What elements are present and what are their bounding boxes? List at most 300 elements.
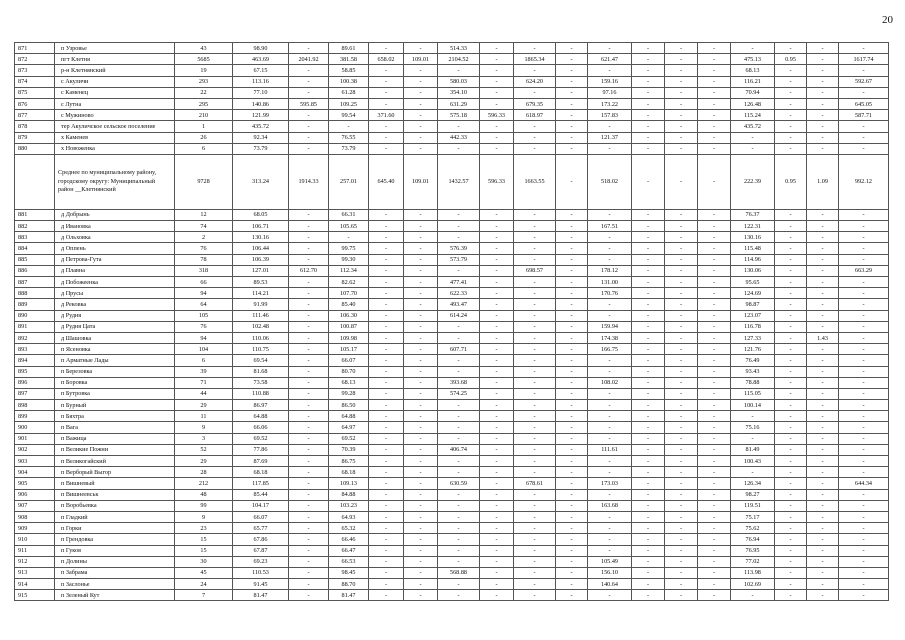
value-cell: -: [289, 433, 329, 444]
value-cell: 94: [175, 332, 233, 343]
value-cell: 173.03: [588, 478, 632, 489]
value-cell: -: [369, 366, 404, 377]
value-cell: -: [665, 456, 698, 467]
value-cell: -: [807, 456, 839, 467]
value-cell: -: [775, 556, 807, 567]
value-cell: -: [665, 98, 698, 109]
settlement-name-cell: п Забрама: [55, 567, 175, 578]
value-cell: 78.88: [731, 377, 775, 388]
settlement-name-cell: д Ивановка: [55, 221, 175, 232]
value-cell: -: [438, 265, 480, 276]
value-cell: -: [404, 523, 438, 534]
value-cell: -: [480, 87, 514, 98]
value-cell: -: [665, 433, 698, 444]
value-cell: 293: [175, 76, 233, 87]
value-cell: 110.06: [233, 332, 289, 343]
value-cell: 624.20: [514, 76, 556, 87]
value-cell: 104: [175, 344, 233, 355]
value-cell: -: [514, 523, 556, 534]
table-row: [15, 277, 889, 288]
value-cell: -: [289, 523, 329, 534]
value-cell: -: [775, 43, 807, 54]
value-cell: 106.30: [329, 310, 369, 321]
value-cell: -: [839, 523, 889, 534]
value-cell: -: [588, 411, 632, 422]
value-cell: 580.03: [438, 76, 480, 87]
value-cell: -: [480, 209, 514, 220]
value-cell: 127.01: [233, 265, 289, 276]
value-cell: 111.46: [233, 310, 289, 321]
value-cell: -: [480, 456, 514, 467]
value-cell: -: [807, 321, 839, 332]
value-cell: -: [480, 310, 514, 321]
value-cell: -: [438, 221, 480, 232]
value-cell: -: [807, 355, 839, 366]
value-cell: -: [289, 444, 329, 455]
value-cell: -: [480, 132, 514, 143]
value-cell: 66.46: [329, 534, 369, 545]
row-number-cell: 881: [15, 209, 55, 220]
value-cell: -: [438, 209, 480, 220]
value-cell: -: [807, 534, 839, 545]
value-cell: 67.15: [233, 65, 289, 76]
value-cell: -: [698, 400, 731, 411]
value-cell: -: [404, 388, 438, 399]
value-cell: -: [480, 590, 514, 601]
value-cell: 109.98: [329, 332, 369, 343]
value-cell: 24: [175, 579, 233, 590]
settlement-name-cell: д Прусы: [55, 288, 175, 299]
value-cell: -: [698, 556, 731, 567]
value-cell: -: [514, 433, 556, 444]
value-cell: -: [775, 433, 807, 444]
value-cell: 76.94: [731, 534, 775, 545]
value-cell: -: [632, 534, 665, 545]
value-cell: -: [404, 87, 438, 98]
value-cell: 116.21: [731, 76, 775, 87]
value-cell: 113.98: [731, 567, 775, 578]
value-cell: 123.07: [731, 310, 775, 321]
value-cell: -: [839, 511, 889, 522]
table-row: [15, 209, 889, 220]
value-cell: -: [289, 366, 329, 377]
value-cell: -: [839, 556, 889, 567]
value-cell: 140.86: [233, 98, 289, 109]
value-cell: -: [514, 243, 556, 254]
value-cell: -: [665, 444, 698, 455]
value-cell: -: [514, 132, 556, 143]
value-cell: -: [775, 76, 807, 87]
table-row: [15, 332, 889, 343]
value-cell: 678.61: [514, 478, 556, 489]
value-cell: -: [438, 456, 480, 467]
value-cell: -: [665, 209, 698, 220]
row-number-cell: 902: [15, 444, 55, 455]
value-cell: -: [775, 254, 807, 265]
value-cell: -: [369, 511, 404, 522]
value-cell: -: [839, 65, 889, 76]
value-cell: -: [438, 143, 480, 154]
value-cell: -: [289, 321, 329, 332]
table-row: [15, 500, 889, 511]
value-cell: -: [369, 467, 404, 478]
value-cell: -: [731, 411, 775, 422]
value-cell: 82.62: [329, 277, 369, 288]
value-cell: 658.02: [369, 54, 404, 65]
value-cell: -: [588, 254, 632, 265]
value-cell: -: [480, 277, 514, 288]
value-cell: 592.67: [839, 76, 889, 87]
value-cell: -: [404, 590, 438, 601]
value-cell: -: [807, 110, 839, 121]
value-cell: 174.38: [588, 332, 632, 343]
value-cell: -: [369, 121, 404, 132]
row-number-cell: [15, 154, 55, 209]
value-cell: -: [556, 556, 588, 567]
value-cell: -: [514, 254, 556, 265]
value-cell: 74: [175, 221, 233, 232]
row-number-cell: 877: [15, 110, 55, 121]
value-cell: -: [588, 355, 632, 366]
value-cell: -: [404, 545, 438, 556]
table-row: [15, 400, 889, 411]
value-cell: -: [289, 411, 329, 422]
value-cell: -: [480, 422, 514, 433]
value-cell: -: [514, 65, 556, 76]
value-cell: 140.64: [588, 579, 632, 590]
value-cell: -: [289, 209, 329, 220]
settlement-name-cell: п Заслонье: [55, 579, 175, 590]
value-cell: -: [369, 534, 404, 545]
value-cell: -: [588, 433, 632, 444]
value-cell: 66.31: [329, 209, 369, 220]
value-cell: -: [632, 433, 665, 444]
value-cell: 58.85: [329, 65, 369, 76]
value-cell: -: [807, 511, 839, 522]
value-cell: -: [369, 523, 404, 534]
value-cell: -: [775, 523, 807, 534]
value-cell: -: [807, 388, 839, 399]
value-cell: -: [438, 411, 480, 422]
value-cell: 114.96: [731, 254, 775, 265]
value-cell: -: [698, 422, 731, 433]
value-cell: -: [369, 332, 404, 343]
value-cell: -: [404, 344, 438, 355]
value-cell: -: [514, 288, 556, 299]
value-cell: 618.97: [514, 110, 556, 121]
value-cell: -: [480, 411, 514, 422]
value-cell: 435.72: [731, 121, 775, 132]
value-cell: 2: [175, 232, 233, 243]
value-cell: -: [514, 444, 556, 455]
row-number-cell: 871: [15, 43, 55, 54]
value-cell: -: [588, 456, 632, 467]
value-cell: -: [632, 321, 665, 332]
table-row: [15, 366, 889, 377]
settlement-name-cell: д Оппень: [55, 243, 175, 254]
row-number-cell: 913: [15, 567, 55, 578]
value-cell: 645.40: [369, 154, 404, 209]
value-cell: -: [438, 433, 480, 444]
value-cell: -: [556, 511, 588, 522]
value-cell: 679.35: [514, 98, 556, 109]
value-cell: -: [698, 143, 731, 154]
value-cell: -: [404, 556, 438, 567]
row-number-cell: 893: [15, 344, 55, 355]
value-cell: -: [698, 411, 731, 422]
value-cell: -: [807, 87, 839, 98]
value-cell: -: [289, 534, 329, 545]
value-cell: 81.47: [329, 590, 369, 601]
settlement-name-cell: п Бяхтра: [55, 411, 175, 422]
row-number-cell: 887: [15, 277, 55, 288]
value-cell: 69.23: [233, 556, 289, 567]
settlement-name-cell: х Каменев: [55, 132, 175, 143]
value-cell: -: [588, 209, 632, 220]
value-cell: -: [514, 221, 556, 232]
value-cell: -: [514, 534, 556, 545]
value-cell: -: [698, 265, 731, 276]
value-cell: -: [514, 489, 556, 500]
value-cell: 621.47: [588, 54, 632, 65]
value-cell: -: [480, 265, 514, 276]
value-cell: -: [556, 388, 588, 399]
value-cell: 170.76: [588, 288, 632, 299]
value-cell: -: [588, 232, 632, 243]
value-cell: 68.13: [731, 65, 775, 76]
value-cell: -: [556, 288, 588, 299]
value-cell: -: [556, 154, 588, 209]
value-cell: -: [289, 254, 329, 265]
value-cell: -: [665, 344, 698, 355]
value-cell: 71: [175, 377, 233, 388]
value-cell: -: [775, 321, 807, 332]
value-cell: -: [665, 467, 698, 478]
value-cell: -: [588, 400, 632, 411]
row-number-cell: 880: [15, 143, 55, 154]
settlement-name-cell: п Узровье: [55, 43, 175, 54]
value-cell: -: [698, 254, 731, 265]
value-cell: -: [480, 344, 514, 355]
value-cell: -: [556, 143, 588, 154]
value-cell: -: [698, 76, 731, 87]
value-cell: 518.02: [588, 154, 632, 209]
value-cell: -: [632, 243, 665, 254]
value-cell: 0.95: [775, 154, 807, 209]
value-cell: 1617.74: [839, 54, 889, 65]
summary-row: [15, 154, 889, 209]
value-cell: -: [480, 545, 514, 556]
table-row: [15, 232, 889, 243]
value-cell: -: [556, 467, 588, 478]
value-cell: -: [839, 232, 889, 243]
settlement-name-cell: п Березовка: [55, 366, 175, 377]
value-cell: -: [289, 310, 329, 321]
value-cell: -: [665, 110, 698, 121]
value-cell: -: [632, 288, 665, 299]
value-cell: -: [438, 556, 480, 567]
value-cell: -: [289, 489, 329, 500]
value-cell: -: [289, 277, 329, 288]
value-cell: -: [698, 98, 731, 109]
value-cell: -: [289, 545, 329, 556]
value-cell: 15: [175, 545, 233, 556]
value-cell: -: [369, 489, 404, 500]
table-row: [15, 54, 889, 65]
value-cell: -: [665, 355, 698, 366]
value-cell: -: [665, 590, 698, 601]
value-cell: -: [588, 545, 632, 556]
value-cell: -: [369, 556, 404, 567]
value-cell: 76.49: [731, 355, 775, 366]
value-cell: -: [588, 467, 632, 478]
settlement-name-cell: х Новоженка: [55, 143, 175, 154]
value-cell: -: [480, 98, 514, 109]
value-cell: 85.44: [233, 489, 289, 500]
table-row: [15, 523, 889, 534]
value-cell: -: [369, 243, 404, 254]
value-cell: 295: [175, 98, 233, 109]
value-cell: -: [369, 98, 404, 109]
value-cell: -: [369, 143, 404, 154]
value-cell: -: [404, 433, 438, 444]
value-cell: 92.34: [233, 132, 289, 143]
value-cell: -: [632, 143, 665, 154]
value-cell: -: [665, 545, 698, 556]
value-cell: -: [665, 511, 698, 522]
value-cell: -: [514, 321, 556, 332]
value-cell: -: [514, 332, 556, 343]
value-cell: -: [289, 87, 329, 98]
value-cell: 257.01: [329, 154, 369, 209]
value-cell: 110.53: [233, 567, 289, 578]
value-cell: 698.57: [514, 265, 556, 276]
value-cell: 116.78: [731, 321, 775, 332]
value-cell: -: [556, 478, 588, 489]
settlement-name-cell: п Арматные Лады: [55, 355, 175, 366]
value-cell: 28: [175, 467, 233, 478]
settlement-name-cell: д Рудня: [55, 310, 175, 321]
value-cell: 12: [175, 209, 233, 220]
value-cell: -: [632, 43, 665, 54]
value-cell: -: [665, 288, 698, 299]
value-cell: -: [665, 310, 698, 321]
value-cell: -: [369, 87, 404, 98]
value-cell: -: [369, 444, 404, 455]
value-cell: -: [775, 534, 807, 545]
value-cell: 167.51: [588, 221, 632, 232]
value-cell: -: [480, 556, 514, 567]
value-cell: -: [698, 377, 731, 388]
value-cell: -: [438, 534, 480, 545]
value-cell: 67.86: [233, 534, 289, 545]
value-cell: -: [514, 366, 556, 377]
value-cell: 121.99: [233, 110, 289, 121]
value-cell: 159.16: [588, 76, 632, 87]
value-cell: -: [438, 467, 480, 478]
value-cell: -: [632, 377, 665, 388]
value-cell: -: [632, 388, 665, 399]
settlement-name-cell: д Шашовка: [55, 332, 175, 343]
value-cell: -: [369, 411, 404, 422]
value-cell: -: [839, 590, 889, 601]
value-cell: -: [556, 54, 588, 65]
row-number-cell: 904: [15, 467, 55, 478]
value-cell: -: [665, 478, 698, 489]
value-cell: -: [289, 43, 329, 54]
value-cell: -: [839, 489, 889, 500]
value-cell: -: [369, 288, 404, 299]
value-cell: -: [632, 232, 665, 243]
value-cell: -: [632, 590, 665, 601]
value-cell: -: [556, 500, 588, 511]
value-cell: 108.02: [588, 377, 632, 388]
value-cell: 88.70: [329, 579, 369, 590]
value-cell: -: [665, 388, 698, 399]
value-cell: -: [514, 467, 556, 478]
value-cell: -: [329, 121, 369, 132]
value-cell: -: [556, 366, 588, 377]
value-cell: -: [632, 76, 665, 87]
value-cell: 435.72: [233, 121, 289, 132]
value-cell: -: [698, 332, 731, 343]
value-cell: 81.47: [233, 590, 289, 601]
value-cell: -: [289, 511, 329, 522]
value-cell: 106.39: [233, 254, 289, 265]
value-cell: 113.16: [233, 76, 289, 87]
value-cell: -: [438, 579, 480, 590]
value-cell: -: [369, 388, 404, 399]
settlement-name-cell: п Гуков: [55, 545, 175, 556]
value-cell: -: [369, 65, 404, 76]
value-cell: -: [480, 43, 514, 54]
value-cell: 73.79: [233, 143, 289, 154]
value-cell: 98.87: [731, 299, 775, 310]
value-cell: -: [369, 299, 404, 310]
value-cell: -: [404, 422, 438, 433]
value-cell: 1865.34: [514, 54, 556, 65]
row-number-cell: 884: [15, 243, 55, 254]
settlement-name-cell: Среднее по муниципальному району, городскому округу: Муниципальный район __Клетнянский: [55, 154, 175, 209]
value-cell: -: [665, 366, 698, 377]
value-cell: -: [775, 87, 807, 98]
value-cell: -: [807, 478, 839, 489]
value-cell: -: [480, 567, 514, 578]
value-cell: -: [404, 232, 438, 243]
value-cell: 110.75: [233, 344, 289, 355]
value-cell: -: [698, 523, 731, 534]
value-cell: -: [698, 87, 731, 98]
value-cell: -: [404, 65, 438, 76]
value-cell: 645.05: [839, 98, 889, 109]
row-number-cell: 889: [15, 299, 55, 310]
value-cell: 64.88: [233, 411, 289, 422]
value-cell: 9728: [175, 154, 233, 209]
value-cell: -: [438, 121, 480, 132]
value-cell: 105: [175, 310, 233, 321]
value-cell: -: [839, 254, 889, 265]
value-cell: -: [404, 209, 438, 220]
value-cell: 166.75: [588, 344, 632, 355]
value-cell: -: [514, 344, 556, 355]
value-cell: -: [665, 232, 698, 243]
value-cell: 26: [175, 132, 233, 143]
value-cell: -: [369, 500, 404, 511]
value-cell: -: [514, 411, 556, 422]
value-cell: -: [775, 110, 807, 121]
value-cell: -: [480, 377, 514, 388]
value-cell: 100.43: [731, 456, 775, 467]
